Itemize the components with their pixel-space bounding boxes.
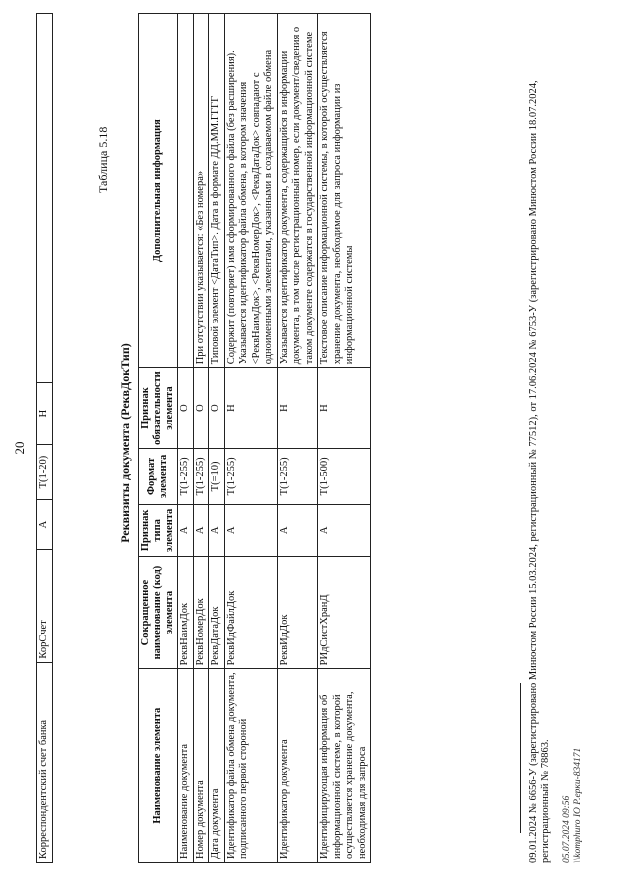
cell: Типовой элемент <ДатаТип>. Дата в формате ДД.ММ.ГГГГ [209,14,225,368]
cell: При отсутствии указывается: «Без номера» [193,14,209,368]
cell: РеквНаимДок [178,556,194,669]
table-row [209,14,225,863]
cell: РеквИдФайлДок [224,556,277,669]
cell: Н [277,368,318,449]
cell: А [37,500,53,550]
cell: А [318,504,371,556]
cell: А [224,504,277,556]
document-requisites-table [138,13,371,863]
cell: T(1-255) [277,448,318,504]
header-cell: Сокращенное наименование (код) элемента [139,556,178,669]
table-title: Реквизиты документа (РеквДокТип) [118,343,132,543]
cell: T(1-255) [178,448,194,504]
cell: Номер документа [193,669,209,863]
stamp-line: 05.07.2024 09:56 [562,795,572,863]
cell: T(=10) [209,448,225,504]
table-caption: Таблица 5.18 [96,126,110,193]
cell: А [277,504,318,556]
header-cell: Формат элемента [139,448,178,504]
cell: Н [37,383,53,445]
print-stamp [562,603,584,863]
cell: О [209,368,225,449]
cell: Идентификатор файла обмена документа, подписанного первой стороной [224,669,277,863]
cell: КорСчет [37,549,53,662]
cell [178,14,194,368]
cell: О [193,368,209,449]
cell: РеквНомерДок [193,556,209,669]
cell: Идентифицирующая информация об информационной системе, в которой осуществляется хранение документа, необходимая для запроса [318,669,371,863]
table-row [178,14,194,863]
cell: Содержит (повторяет) имя сформированного файла (без расширения). Указывается идентификатор файла обмена, в котором значения <РеквНаимДок>, <РеквНомерДок>, <РеквДатаДок> совпадают с одноименными элементами, указанными в создаваемом файле обмена [224,14,277,368]
cell: T(1-255) [224,448,277,504]
header-cell: Наименование элемента [139,669,178,863]
header-row [139,14,178,863]
cell: Н [318,368,371,449]
table-row [224,14,277,863]
stamp-line: \\komphuro IO Р.ерки-834171 [573,747,583,863]
cell: Наименование документа [178,669,194,863]
cell: РеквИдДок [277,556,318,669]
cell: Дата документа [209,669,225,863]
previous-table-last-row [36,13,53,863]
cell: А [209,504,225,556]
cell: T(1-20) [37,445,53,500]
cell [37,14,53,383]
cell: T(1-500) [318,448,371,504]
cell: РИдСистХранД [318,556,371,669]
header-cell: Признак обязательности элемента [139,368,178,449]
cell: А [178,504,194,556]
cell: Указывается идентификатор документа, содержащийся в информации документа, в том числе регистрационный номер, если документ/сведения о таком документе содержатся в государственной информационной системе [277,14,318,368]
header-cell: Дополнительная информация [139,14,178,368]
cell: Н [224,368,277,449]
footnote: 09.01.2024 № 6656-У (зарегистрировано Минюстом России 15.03.2024, регистрационный № 77512), от 17.06.2024 № 6753-У (зарегистрировано Минюстом России 18.07.2024, регистрационный № 78863. [528,80,551,863]
header-cell: Признак типа элемента [139,504,178,556]
page-number: 20 [12,441,27,455]
table-row [193,14,209,863]
cell: Корреспондентский счет банка [37,662,53,862]
cell: РеквДатаДок [209,556,225,669]
footnote-divider [520,683,521,833]
cell: T(1-255) [193,448,209,504]
cell: А [193,504,209,556]
cell: Идентификатор документа [277,669,318,863]
cell: О [178,368,194,449]
table-row [277,14,318,863]
cell: Текстовое описание информационной системы, в которой осуществляется хранение документа, необходимое для запроса информации из информационной системы [318,14,371,368]
table-row [318,14,371,863]
table-row [37,14,53,863]
